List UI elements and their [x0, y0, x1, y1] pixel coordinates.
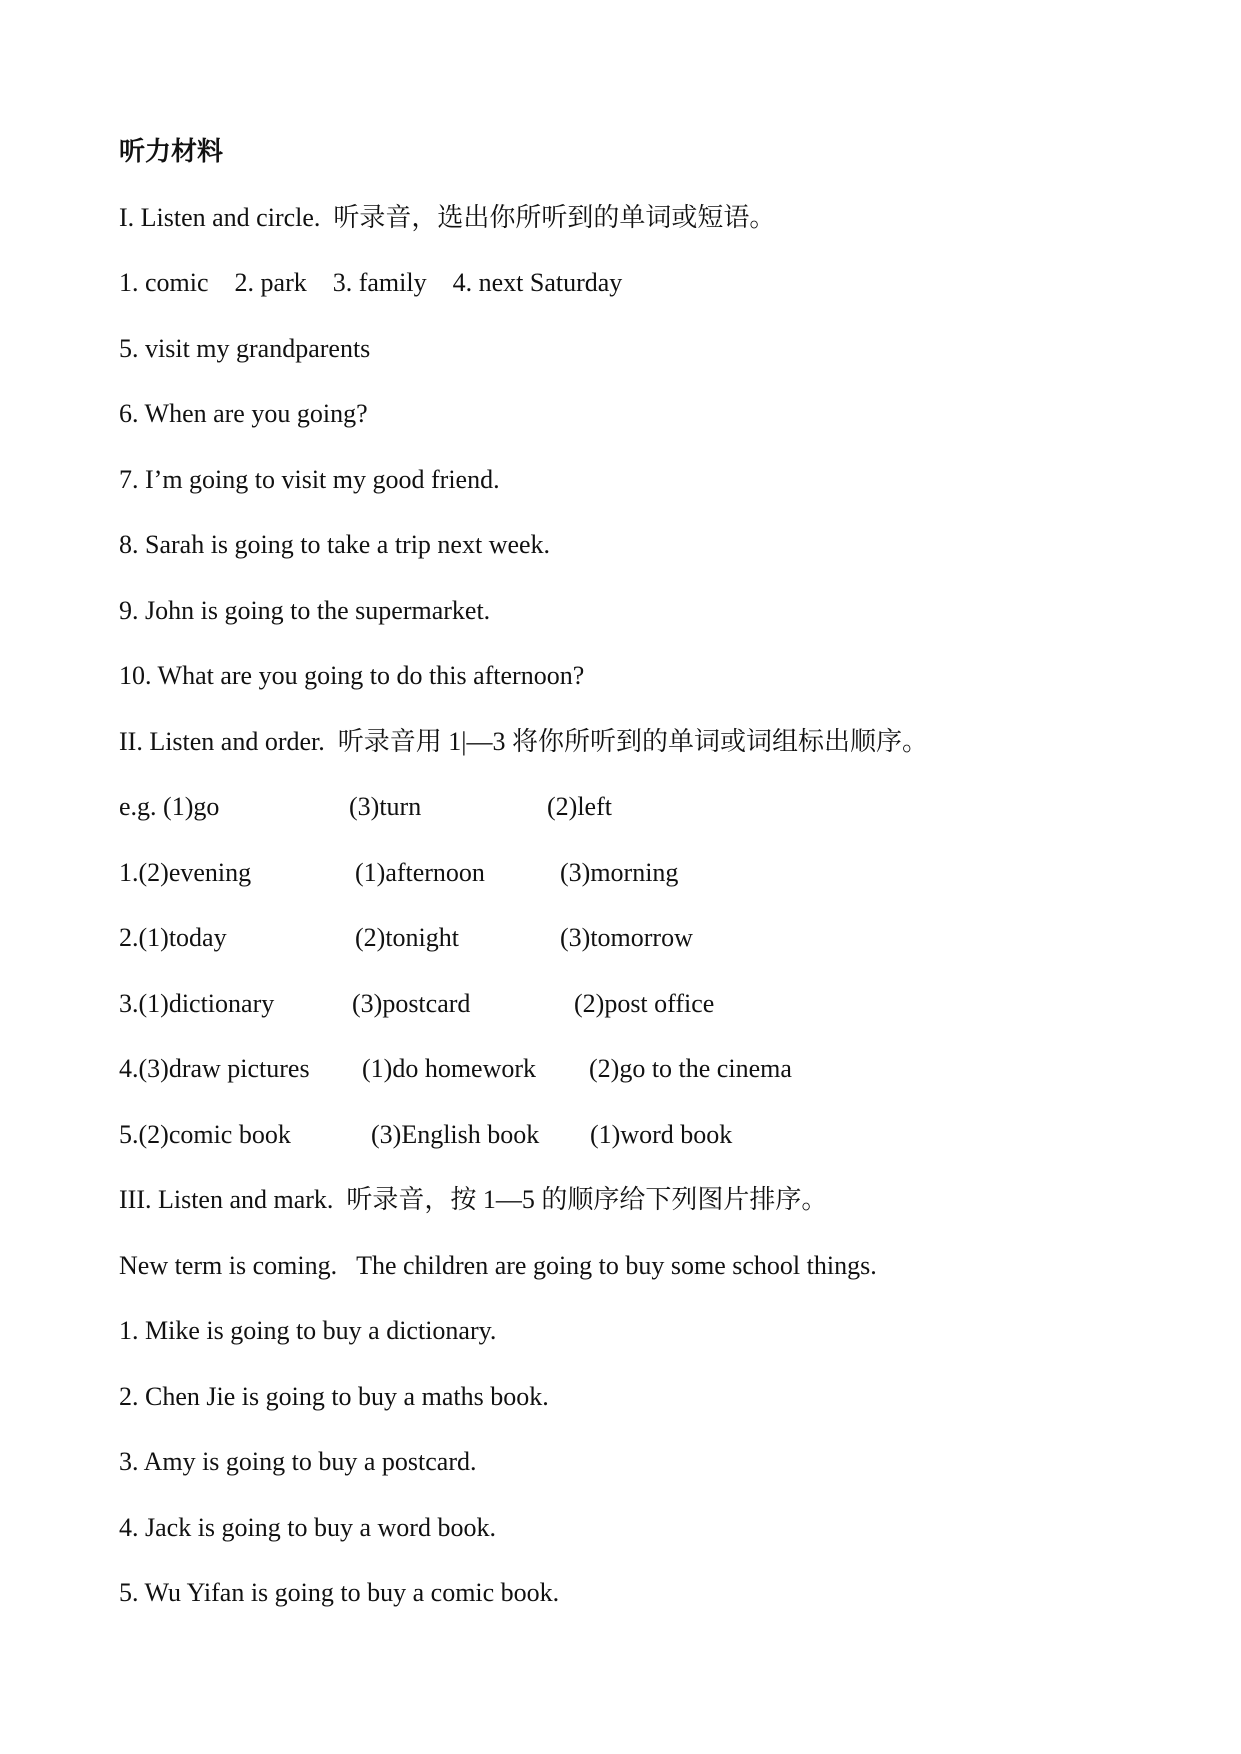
section3-item: 2. Chen Jie is going to buy a maths book.: [119, 1381, 549, 1411]
section3-item: 5. Wu Yifan is going to buy a comic book.: [119, 1578, 560, 1607]
order-cell: e.g. (1)go: [119, 792, 220, 821]
order-cell: (3)tomorrow: [560, 923, 693, 952]
section3-item: 4. Jack is going to buy a word book.: [119, 1512, 496, 1542]
order-row: [119, 852, 1169, 918]
section1-item: 8. Sarah is going to take a trip next week.: [119, 530, 551, 559]
order-row: [119, 917, 1169, 983]
section3-intro: New term is coming. The children are going to buy some school things.: [119, 1250, 877, 1280]
page-title: 听力材料: [119, 137, 224, 167]
order-row-example: [119, 786, 1169, 852]
order-cell: (3)turn: [349, 792, 422, 821]
section1-item: 5. visit my grandparents: [119, 333, 371, 363]
section1-item: 6. When are you going?: [119, 399, 368, 428]
order-cell: (2)left: [547, 792, 612, 821]
order-cell: (2)go to the cinema: [589, 1054, 792, 1083]
section1-item: 9. John is going to the supermarket.: [119, 595, 491, 625]
order-cell: (3)English book: [371, 1119, 540, 1149]
order-cell: (3)morning: [560, 857, 679, 887]
order-cell: (1)word book: [590, 1119, 733, 1149]
order-row: [119, 983, 1169, 1049]
order-cell: (2)post office: [574, 988, 715, 1018]
section3-item: 3. Amy is going to buy a postcard.: [119, 1447, 477, 1476]
order-cell: (1)afternoon: [355, 857, 485, 887]
section1-heading: I. Listen and circle. 听录音，选出你所听到的单词或短语。: [119, 202, 776, 232]
section3-heading: III. Listen and mark. 听录音，按 1—5 的顺序给下列图片排序。: [119, 1185, 828, 1214]
section1-item: 7. I’m going to visit my good friend.: [119, 464, 500, 494]
order-row: [119, 1048, 1169, 1114]
order-cell: (1)do homework: [362, 1054, 537, 1083]
section1-item: 10. What are you going to do this afternoon?: [119, 661, 585, 690]
section3-item: 1. Mike is going to buy a dictionary.: [119, 1316, 497, 1345]
order-cell: (2)tonight: [355, 923, 459, 952]
order-row: [119, 1114, 1169, 1180]
order-cell: (3)postcard: [352, 988, 471, 1018]
order-cell: 2.(1)today: [119, 923, 227, 952]
order-cell: 1.(2)evening: [119, 857, 252, 887]
section1-item: 1. comic 2. park 3. family 4. next Saturday: [119, 268, 623, 297]
order-cell: 3.(1)dictionary: [119, 988, 275, 1018]
section2-heading: II. Listen and order. 听录音用 1|—3 将你所听到的单词或词组标出顺序。: [119, 726, 928, 756]
order-cell: 5.(2)comic book: [119, 1119, 291, 1149]
document-page: [119, 131, 1169, 1638]
order-cell: 4.(3)draw pictures: [119, 1054, 310, 1083]
